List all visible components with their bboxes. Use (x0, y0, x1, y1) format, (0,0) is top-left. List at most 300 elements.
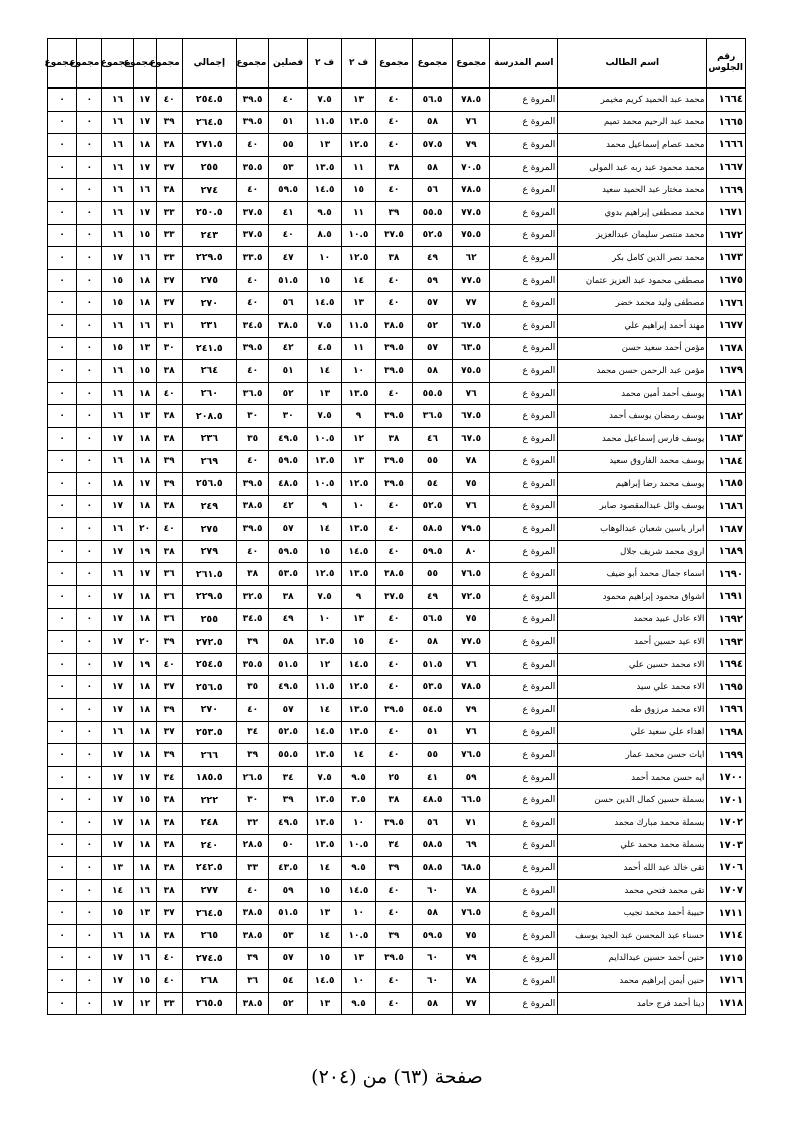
score-cell: ٢٠ (133, 631, 156, 654)
score-cell: ٠ (77, 88, 102, 111)
score-cell: ١٧ (102, 992, 133, 1015)
score-cell: ٣٨ (375, 789, 413, 812)
score-cell: ١١ (342, 156, 375, 179)
seat-number-cell: ١٦٦٦ (707, 134, 746, 157)
score-cell: ٠ (48, 156, 77, 179)
score-cell: ٣٩ (156, 699, 182, 722)
seat-number-cell: ١٦٧٦ (707, 292, 746, 315)
score-cell: ٠ (48, 224, 77, 247)
table-row (48, 179, 746, 202)
score-cell: ٧.٥ (307, 586, 341, 609)
score-cell: ٣٩.٥ (375, 473, 413, 496)
score-cell: ٥٩.٥ (269, 450, 308, 473)
score-cell: ٠ (48, 586, 77, 609)
table-row (48, 653, 746, 676)
score-cell: ١٨ (133, 427, 156, 450)
score-cell: ٤٠ (375, 88, 413, 111)
score-cell: ٠ (48, 992, 77, 1015)
seat-number-cell: ١٧٠٣ (707, 834, 746, 857)
score-cell: ١٤.٥ (342, 540, 375, 563)
seat-number-cell: ١٦٩٥ (707, 676, 746, 699)
score-cell: ٩ (342, 586, 375, 609)
score-cell: ٥٢ (413, 314, 453, 337)
seat-number-cell: ١٦٨٢ (707, 405, 746, 428)
score-cell: ١٧ (133, 111, 156, 134)
grand-total-cell: ٢٣١ (182, 314, 236, 337)
student-name-cell: تقى محمد فتحي محمد (558, 879, 707, 902)
score-cell: ٤٠ (375, 111, 413, 134)
score-cell: ١٥ (102, 337, 133, 360)
score-cell: ١٢.٥ (342, 134, 375, 157)
score-cell: ١٦ (102, 360, 133, 383)
grand-total-cell: ٢٤٩ (182, 495, 236, 518)
score-cell: ٣٨.٥ (236, 495, 268, 518)
score-cell: ٠ (77, 405, 102, 428)
score-cell: ١٠ (342, 970, 375, 993)
score-cell: ١٠ (342, 812, 375, 835)
score-cell: ١٢ (342, 427, 375, 450)
score-cell: ١٦ (102, 314, 133, 337)
score-cell: ٢٥ (375, 766, 413, 789)
score-cell: ١٦ (133, 247, 156, 270)
score-cell: ١٧ (133, 766, 156, 789)
score-cell: ٤٠ (375, 970, 413, 993)
score-cell: ٥٣ (269, 156, 308, 179)
score-cell: ٥٧ (269, 699, 308, 722)
seat-number-cell: ١٦٦٩ (707, 179, 746, 202)
score-cell: ٣٩ (269, 789, 308, 812)
seat-number-cell: ١٦٨١ (707, 382, 746, 405)
score-cell: ١٤ (307, 360, 341, 383)
seat-number-cell: ١٧١٨ (707, 992, 746, 1015)
score-cell: ١٣.٥ (342, 518, 375, 541)
score-cell: ٤٠ (375, 992, 413, 1015)
score-cell: ٣٠ (236, 405, 268, 428)
score-cell: ٣٩ (375, 924, 413, 947)
score-cell: ٢٠ (133, 518, 156, 541)
student-name-cell: اهداء علي سعيد علي (558, 721, 707, 744)
score-cell: ٣٦ (156, 563, 182, 586)
score-cell: ٣٨.٥ (236, 924, 268, 947)
score-cell: ٦٧.٥ (452, 314, 490, 337)
score-cell: ٥٨.٥ (413, 857, 453, 880)
score-cell: ١٨ (133, 699, 156, 722)
score-cell: ٥٩.٥ (413, 540, 453, 563)
score-cell: ١٢.٥ (307, 563, 341, 586)
score-cell: ١٦ (102, 382, 133, 405)
school-name-cell: المروة ع (490, 563, 558, 586)
score-cell: ٤٠ (236, 360, 268, 383)
score-cell: ١٣ (307, 902, 341, 925)
score-cell: ٠ (77, 834, 102, 857)
score-cell: ١٠.٥ (307, 473, 341, 496)
school-name-cell: المروة ع (490, 134, 558, 157)
score-cell: ١٦ (102, 405, 133, 428)
score-cell: ٠ (77, 179, 102, 202)
score-cell: ٣٤ (156, 766, 182, 789)
table-row (48, 992, 746, 1015)
grand-total-cell: ٢٥٥ (182, 608, 236, 631)
score-cell: ٣٤ (375, 834, 413, 857)
grand-total-cell: ٢٦٠ (182, 382, 236, 405)
score-cell: ١٤ (307, 518, 341, 541)
score-cell: ٠ (48, 812, 77, 835)
score-cell: ٠ (77, 992, 102, 1015)
score-cell: ٤٩ (413, 586, 453, 609)
score-cell: ١٧ (102, 247, 133, 270)
score-cell: ٣٣.٥ (236, 247, 268, 270)
score-cell: ٥٢.٥ (413, 495, 453, 518)
grand-total-cell: ٢٥٤.٥ (182, 88, 236, 111)
score-cell: ٣٨ (156, 134, 182, 157)
score-cell: ٠ (77, 111, 102, 134)
score-cell: ٤٠ (375, 518, 413, 541)
score-cell: ٣٦.٥ (236, 382, 268, 405)
score-cell: ٠ (77, 427, 102, 450)
score-cell: ٣٨ (375, 156, 413, 179)
school-name-cell: المروة ع (490, 427, 558, 450)
score-cell: ٦٠ (413, 879, 453, 902)
score-cell: ٠ (48, 789, 77, 812)
score-cell: ٠ (48, 201, 77, 224)
seat-number-cell: ١٦٨٩ (707, 540, 746, 563)
score-cell: ١٨ (133, 495, 156, 518)
score-cell: ٦٩ (452, 834, 490, 857)
table-row (48, 744, 746, 767)
score-cell: ٣٩ (156, 473, 182, 496)
score-cell: ٣٨ (236, 563, 268, 586)
score-cell: ٥١ (269, 111, 308, 134)
score-cell: ٠ (77, 382, 102, 405)
grand-total-cell: ٢٤١.٥ (182, 337, 236, 360)
table-row (48, 269, 746, 292)
score-cell: ٣٧ (156, 676, 182, 699)
score-cell: ٠ (77, 563, 102, 586)
score-cell: ١٧ (102, 540, 133, 563)
table-row (48, 721, 746, 744)
grand-total-cell: ٢٧٤.٥ (182, 947, 236, 970)
score-cell: ١١.٥ (307, 676, 341, 699)
score-cell: ٤٠ (375, 608, 413, 631)
seat-number-cell: ١٦٩٠ (707, 563, 746, 586)
header-total-4: مجموع (236, 39, 268, 89)
score-cell: ١٧ (102, 789, 133, 812)
score-cell: ٤٠ (375, 495, 413, 518)
score-cell: ٥٢.٥ (269, 721, 308, 744)
score-cell: ٠ (48, 721, 77, 744)
grand-total-cell: ٢٧٥ (182, 269, 236, 292)
seat-number-cell: ١٦٦٧ (707, 156, 746, 179)
score-cell: ٤٠ (156, 518, 182, 541)
score-cell: ١٣.٥ (342, 721, 375, 744)
table-row (48, 247, 746, 270)
score-cell: ٧٦ (452, 111, 490, 134)
seat-number-cell: ١٦٨٥ (707, 473, 746, 496)
school-name-cell: المروة ع (490, 179, 558, 202)
score-cell: ٣٨.٥ (375, 314, 413, 337)
score-cell: ٥٧.٥ (413, 134, 453, 157)
score-cell: ٣٣ (156, 201, 182, 224)
table-row (48, 902, 746, 925)
grand-total-cell: ٢٦٤.٥ (182, 111, 236, 134)
school-name-cell: المروة ع (490, 269, 558, 292)
table-row (48, 970, 746, 993)
header-total-8: مجموع (77, 39, 102, 89)
score-cell: ١٦ (102, 201, 133, 224)
score-cell: ٤٠ (156, 947, 182, 970)
grand-total-cell: ٢٢٢ (182, 789, 236, 812)
score-cell: ٣٨ (375, 427, 413, 450)
score-cell: ٠ (77, 292, 102, 315)
score-cell: ١٧ (102, 495, 133, 518)
score-cell: ٣٨ (156, 540, 182, 563)
student-name-cell: بسملة محمد محمد علي (558, 834, 707, 857)
score-cell: ١٥ (133, 789, 156, 812)
score-cell: ٠ (48, 608, 77, 631)
score-cell: ٠ (77, 450, 102, 473)
seat-number-cell: ١٧١١ (707, 902, 746, 925)
student-name-cell: اروى محمد شريف جلال (558, 540, 707, 563)
grand-total-cell: ٢٧٩ (182, 540, 236, 563)
score-cell: ٣٩.٥ (375, 812, 413, 835)
score-cell: ٣٠ (156, 337, 182, 360)
seat-number-cell: ١٦٨٦ (707, 495, 746, 518)
score-cell: ٧٢.٥ (452, 586, 490, 609)
score-cell: ١٧ (102, 586, 133, 609)
student-name-cell: محمد منتصر سليمان عبدالعزيز (558, 224, 707, 247)
score-cell: ٣٩ (236, 947, 268, 970)
grand-total-cell: ٢٦٩ (182, 450, 236, 473)
score-cell: ١٨ (133, 857, 156, 880)
grand-total-cell: ٢٤٣ (182, 224, 236, 247)
header-total-9: مجموع (48, 39, 77, 89)
score-cell: ٥٨ (413, 992, 453, 1015)
seat-number-cell: ١٦٦٥ (707, 111, 746, 134)
score-cell: ٠ (77, 269, 102, 292)
table-row (48, 450, 746, 473)
score-cell: ٧٨ (452, 970, 490, 993)
score-cell: ١٩ (133, 540, 156, 563)
score-cell: ٠ (77, 518, 102, 541)
seat-number-cell: ١٧٠٦ (707, 857, 746, 880)
school-name-cell: المروة ع (490, 586, 558, 609)
score-cell: ٠ (77, 902, 102, 925)
score-cell: ٤٠ (236, 179, 268, 202)
score-cell: ٣٩ (156, 450, 182, 473)
score-cell: ٧١ (452, 812, 490, 835)
grand-total-cell: ٢٤٠ (182, 834, 236, 857)
student-name-cell: ايات حسن محمد عمار (558, 744, 707, 767)
score-cell: ٠ (48, 947, 77, 970)
score-cell: ٧٦.٥ (452, 902, 490, 925)
student-name-cell: محمد عصام إسماعيل محمد (558, 134, 707, 157)
table-header-row (48, 39, 746, 89)
score-cell: ٥٤ (269, 970, 308, 993)
score-cell: ٠ (48, 179, 77, 202)
score-cell: ٧٧.٥ (452, 201, 490, 224)
seat-number-cell: ١٧٠٢ (707, 812, 746, 835)
score-cell: ٩.٥ (342, 857, 375, 880)
score-cell: ٣٩ (156, 111, 182, 134)
score-cell: ١٦ (102, 156, 133, 179)
grand-total-cell: ٢٧٧ (182, 879, 236, 902)
student-name-cell: يوسف فارس إسماعيل محمد (558, 427, 707, 450)
score-cell: ٤٠ (375, 744, 413, 767)
header-total-6: مجموع (133, 39, 156, 89)
school-name-cell: المروة ع (490, 495, 558, 518)
score-cell: ٤٠ (375, 269, 413, 292)
score-cell: ٥٣.٥ (413, 676, 453, 699)
score-cell: ٠ (48, 292, 77, 315)
school-name-cell: المروة ع (490, 766, 558, 789)
score-cell: ٧.٥ (307, 88, 341, 111)
score-cell: ١٣.٥ (307, 450, 341, 473)
score-cell: ٣٩ (156, 744, 182, 767)
score-cell: ٤٠ (269, 224, 308, 247)
score-cell: ٣٨.٥ (236, 992, 268, 1015)
grand-total-cell: ٢٧٤ (182, 179, 236, 202)
student-name-cell: يوسف رمضان يوسف أحمد (558, 405, 707, 428)
score-cell: ٩.٥ (342, 992, 375, 1015)
table-row (48, 201, 746, 224)
student-name-cell: يوسف محمد رضا إبراهيم (558, 473, 707, 496)
score-cell: ٣٨ (156, 360, 182, 383)
score-cell: ٥٤.٥ (413, 699, 453, 722)
score-cell: ٥١.٥ (413, 653, 453, 676)
grand-total-cell: ١٨٥.٥ (182, 766, 236, 789)
school-name-cell: المروة ع (490, 970, 558, 993)
score-cell: ١٨ (133, 721, 156, 744)
score-cell: ١٧ (133, 563, 156, 586)
school-name-cell: المروة ع (490, 676, 558, 699)
score-cell: ١٨ (133, 269, 156, 292)
table-row (48, 924, 746, 947)
score-cell: ٥٢ (269, 992, 308, 1015)
score-cell: ١٧ (133, 156, 156, 179)
score-cell: ٠ (77, 653, 102, 676)
header-total-7: مجموع (102, 39, 133, 89)
header-term2-b: ف ٢ (307, 39, 341, 89)
score-cell: ٣٨.٥ (236, 902, 268, 925)
score-cell: ٥٩ (452, 766, 490, 789)
score-cell: ٣٢.٥ (236, 586, 268, 609)
score-cell: ٣٨ (156, 405, 182, 428)
score-cell: ١٦ (102, 721, 133, 744)
score-cell: ١٨ (133, 834, 156, 857)
score-cell: ٥٢.٥ (413, 224, 453, 247)
seat-number-cell: ١٦٦٤ (707, 88, 746, 111)
student-name-cell: بسملة محمد مبارك محمد (558, 812, 707, 835)
seat-number-cell: ١٦٧٥ (707, 269, 746, 292)
score-cell: ٦٦.٥ (452, 789, 490, 812)
seat-number-cell: ١٦٨٣ (707, 427, 746, 450)
score-cell: ١٦ (102, 924, 133, 947)
score-cell: ٠ (48, 563, 77, 586)
score-cell: ٥٤ (413, 473, 453, 496)
score-cell: ٧٧.٥ (452, 269, 490, 292)
score-cell: ٤٠ (236, 879, 268, 902)
header-total-2: مجموع (413, 39, 453, 89)
score-cell: ٣٤ (269, 766, 308, 789)
seat-number-cell: ١٦٩٣ (707, 631, 746, 654)
score-cell: ٣٩ (375, 857, 413, 880)
grand-total-cell: ٢٤٢.٥ (182, 857, 236, 880)
score-cell: ٨.٥ (307, 224, 341, 247)
school-name-cell: المروة ع (490, 156, 558, 179)
table-row (48, 518, 746, 541)
score-cell: ٣٨ (156, 495, 182, 518)
score-cell: ٤٩ (413, 247, 453, 270)
school-name-cell: المروة ع (490, 608, 558, 631)
score-cell: ٧٩ (452, 947, 490, 970)
score-cell: ٠ (77, 744, 102, 767)
student-name-cell: اشواق محمود إبراهيم محمود (558, 586, 707, 609)
score-cell: ١٥ (102, 902, 133, 925)
score-cell: ٧٥ (452, 924, 490, 947)
score-cell: ١٤.٥ (307, 179, 341, 202)
table-row (48, 789, 746, 812)
score-cell: ٥١ (269, 360, 308, 383)
table-row (48, 88, 746, 111)
score-cell: ٤٠ (236, 134, 268, 157)
score-cell: ٣٩.٥ (236, 337, 268, 360)
score-cell: ٣٩.٥ (375, 360, 413, 383)
grand-total-cell: ٢٥٦.٥ (182, 473, 236, 496)
student-name-cell: يوسف وائل عبدالمقصود صابر (558, 495, 707, 518)
score-cell: ١٥ (133, 360, 156, 383)
student-name-cell: الاء عيد حسين أحمد (558, 631, 707, 654)
score-cell: ٤.٥ (307, 337, 341, 360)
score-cell: ١٠ (307, 608, 341, 631)
score-cell: ٥٨.٥ (413, 834, 453, 857)
score-cell: ٧٠.٥ (452, 156, 490, 179)
score-cell: ٠ (48, 857, 77, 880)
score-cell: ٤٠ (156, 653, 182, 676)
school-name-cell: المروة ع (490, 924, 558, 947)
score-cell: ٧٨.٥ (452, 676, 490, 699)
score-cell: ٣٩ (375, 201, 413, 224)
score-cell: ١٧ (102, 812, 133, 835)
score-cell: ٤٢ (269, 495, 308, 518)
student-name-cell: محمد نصر الدين كامل بكر (558, 247, 707, 270)
score-cell: ٧٧ (452, 292, 490, 315)
score-cell: ٠ (77, 224, 102, 247)
table-row (48, 427, 746, 450)
score-cell: ٧٦ (452, 653, 490, 676)
score-cell: ٦٢ (452, 247, 490, 270)
score-cell: ١٥ (342, 631, 375, 654)
score-cell: ٥٧ (413, 337, 453, 360)
school-name-cell: المروة ع (490, 857, 558, 880)
score-cell: ٣٧ (156, 292, 182, 315)
table-row (48, 134, 746, 157)
score-cell: ٠ (48, 631, 77, 654)
score-cell: ٤٠ (236, 450, 268, 473)
student-name-cell: مصطفى محمود عبد العزيز عثمان (558, 269, 707, 292)
score-cell: ٣٨ (156, 812, 182, 835)
score-cell: ١٠ (307, 247, 341, 270)
score-cell: ١٨ (133, 382, 156, 405)
score-cell: ١٠.٥ (342, 224, 375, 247)
score-cell: ٥١.٥ (269, 653, 308, 676)
score-cell: ٧٩ (452, 134, 490, 157)
score-cell: ١٦ (102, 450, 133, 473)
score-cell: ١٤ (342, 269, 375, 292)
score-cell: ٤١ (413, 766, 453, 789)
score-cell: ١٢ (133, 992, 156, 1015)
score-cell: ١٣ (133, 902, 156, 925)
score-cell: ٧٥.٥ (452, 224, 490, 247)
